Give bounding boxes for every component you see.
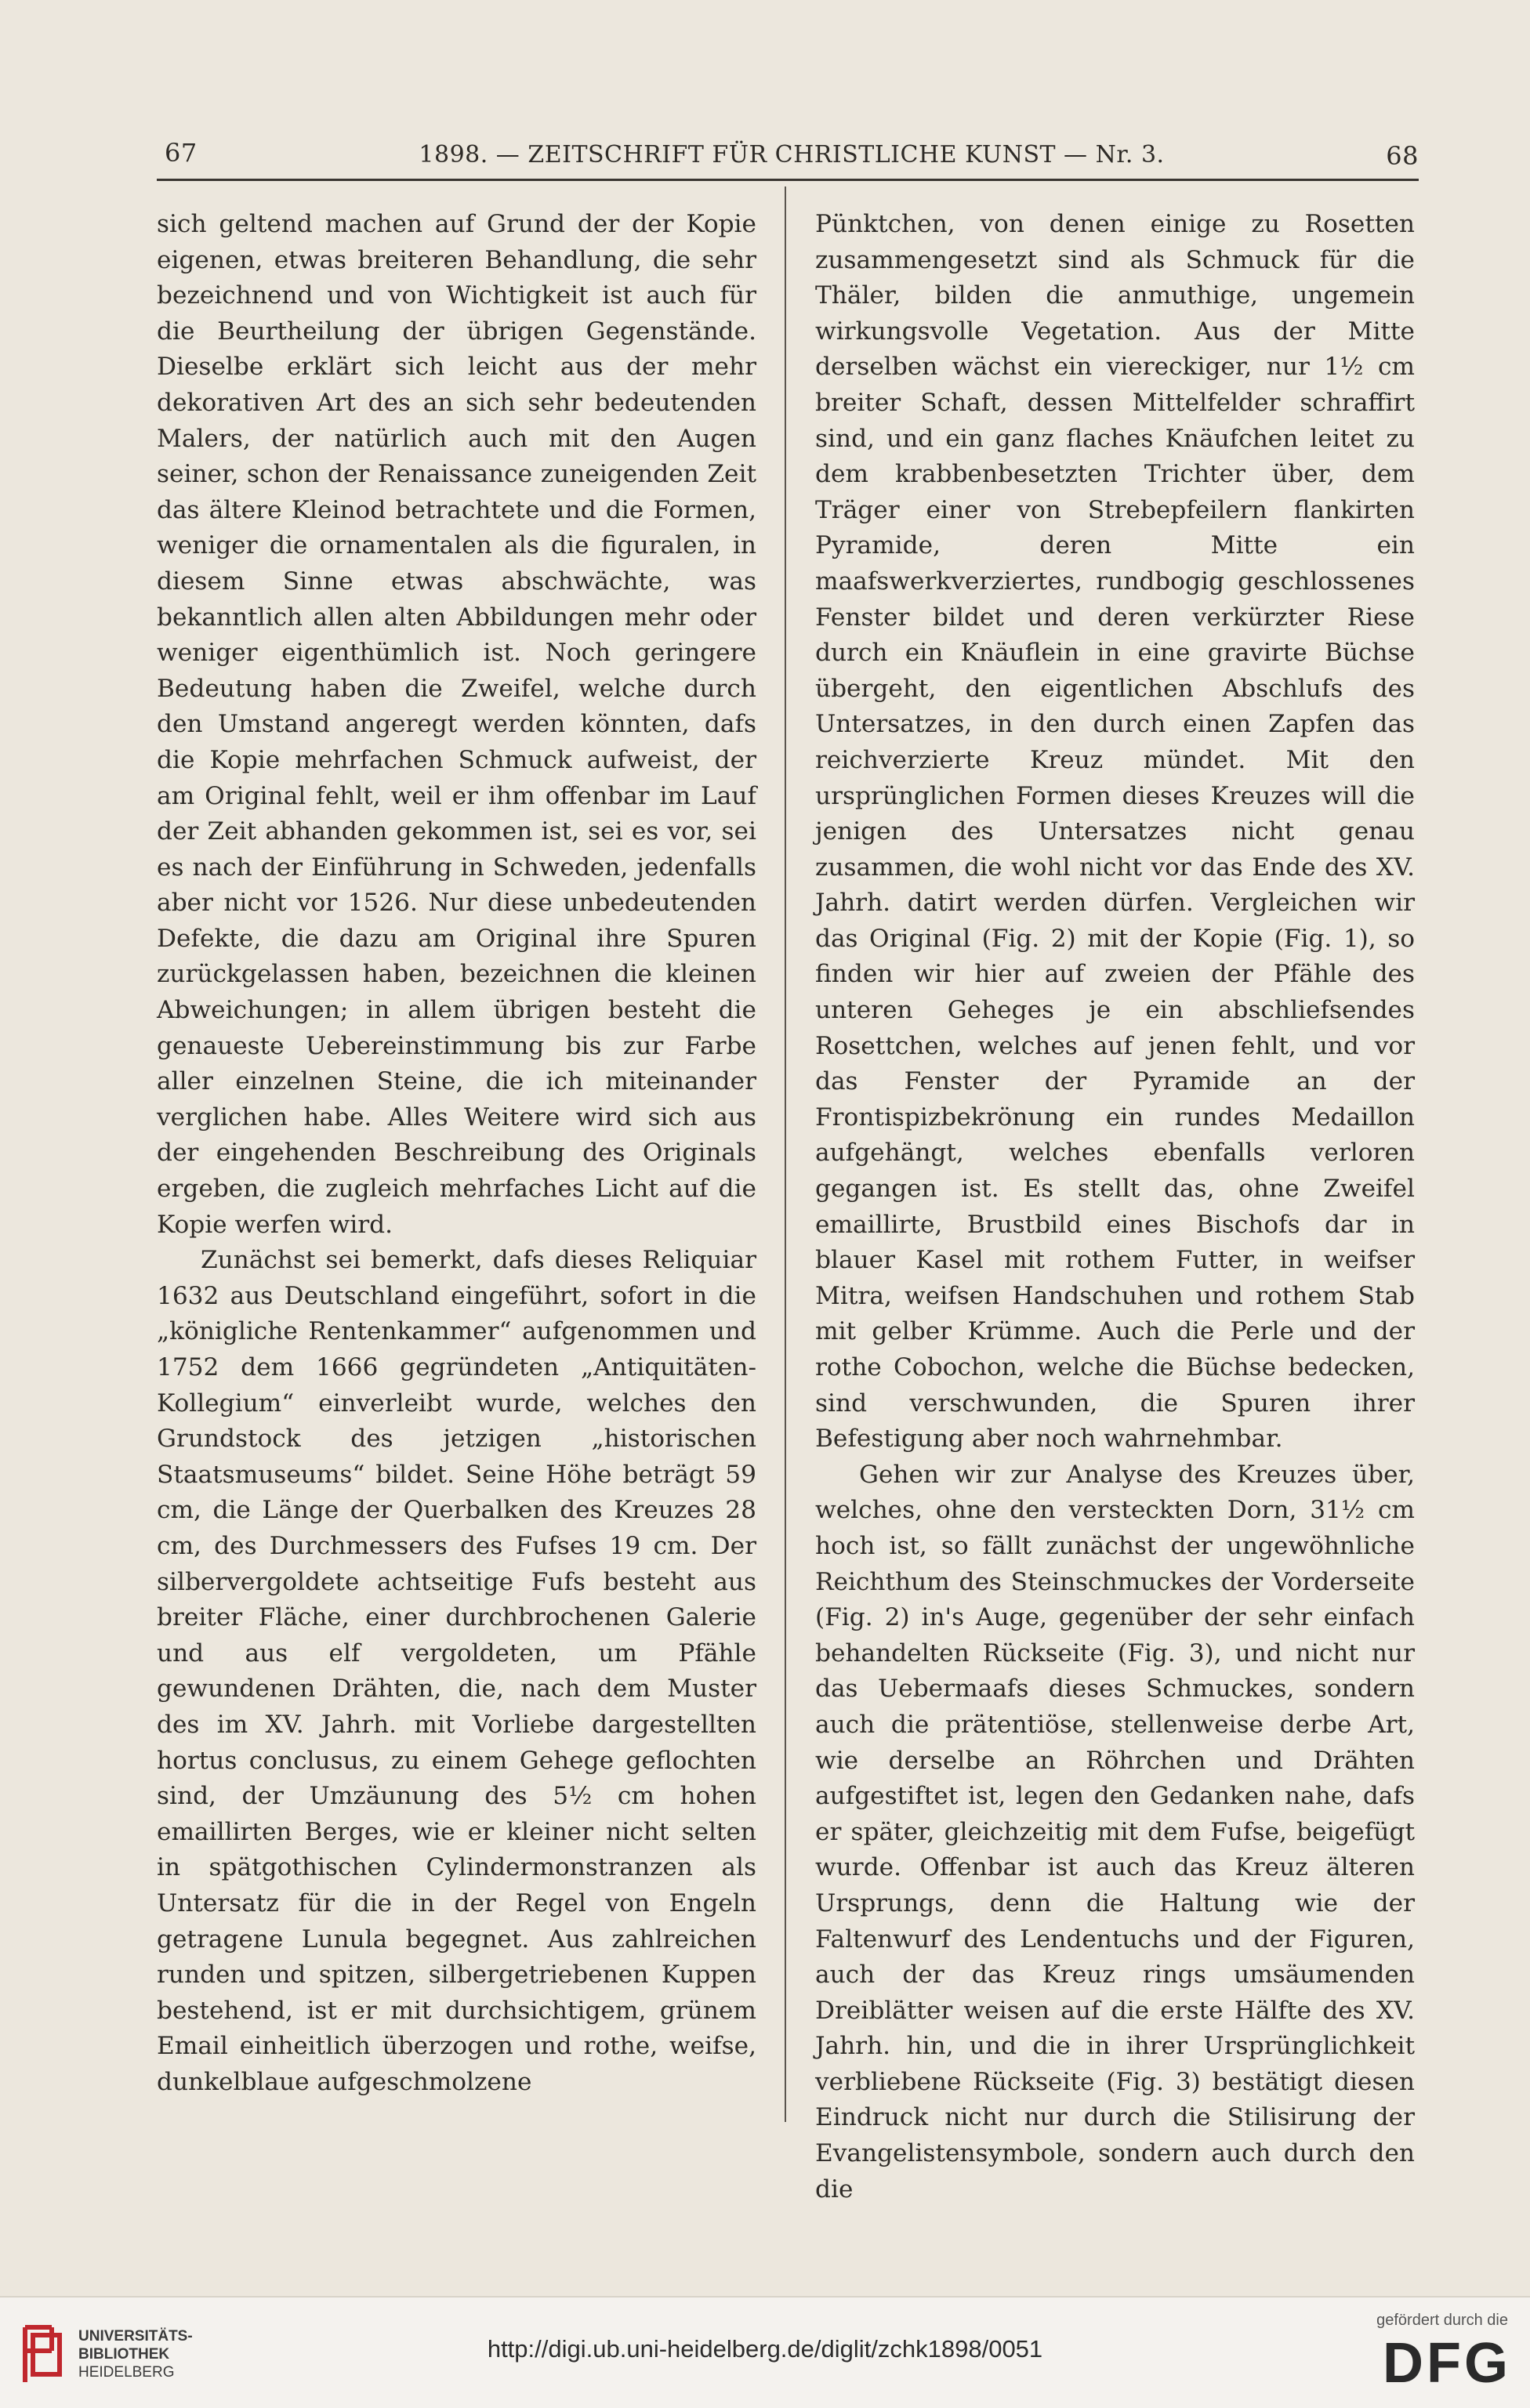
funding-note: gefördert durch die	[1376, 2312, 1508, 2329]
page-number-left: 67	[165, 138, 198, 168]
permalink-url[interactable]: http://digi.ub.uni-heidelberg.de/diglit/zchk1898/0051	[487, 2335, 1043, 2363]
header-rule	[157, 179, 1419, 181]
dfg-logo: DFG	[1383, 2332, 1511, 2395]
library-name-line: BIBLIOTHEK	[78, 2346, 170, 2363]
right-column	[815, 207, 1415, 2207]
paragraph: Pünktchen, von denen einige zu Rosetten zusammengesetzt sind als Schmuck für die Thäler, bilden die anmuthige, ungemein wirkungsvolle Vegetation. Aus der Mitte derselben wächst ein viereckiger, nur 1½ cm breiter Schaft, dessen Mittelfelder schraffirt sind, und ein ganz flaches Knäufchen leitet zu dem krabbenbesetzten Trichter über, dem Träger einer von Strebepfeilern flankirten Pyramide, deren Mitte ein maafswerkverziertes, rundbogig geschlossenes Fenster bildet und deren verkürzter Riese durch ein Knäuflein in eine gravirte Büchse übergeht, den eigentlichen Abschlufs des Untersatzes, in den durch einen Zapfen das reichverzierte Kreuz mündet. Mit den ursprünglichen Formen dieses Kreuzes will die jenigen des Untersatzes nicht genau zusammen, die wohl nicht vor das Ende des XV. Jahrh. datirt werden dürfen. Vergleichen wir das Original (Fig. 2) mit der Kopie (Fig. 1), so finden wir hier auf zweien der Pfähle des unteren Geheges je ein abschliefsendes Rosettchen, welches auf jenen fehlt, und vor das Fenster der Pyramide an der Frontispizbekrönung ein rundes Medaillon aufgehängt, welches ebenfalls verloren gegangen ist. Es stellt das, ohne Zweifel emaillirte, Brustbild eines Bischofs dar in blauer Kasel mit rothem Futter, in weifser Mitra, weifsen Handschuhen und rothem Stab mit gelber Krümme. Auch die Perle und der rothe Cobochon, welche die Büchse bedecken, sind verschwunden, die Spuren ihrer Befestigung aber noch wahrnehmbar.	[815, 210, 1415, 1454]
library-name-line: UNIVERSITÄTS-	[78, 2328, 193, 2345]
left-column	[157, 207, 756, 2100]
journal-running-title: 1898. — ZEITSCHRIFT FÜR CHRISTLICHE KUNST — Nr. 3.	[419, 141, 1165, 168]
paragraph: sich geltend machen auf Grund der der Kopie eigenen, etwas breiteren Behandlung, die sehr bezeichnend und von Wichtigkeit ist auch für die Beurtheilung der übrigen Gegenstände. Dieselbe erklärt sich leicht aus der mehr dekorativen Art des an sich sehr bedeutenden Malers, der natürlich auch mit den Augen seiner, schon der Renaissance zuneigenden Zeit das ältere Kleinod betrachtete und die Formen, weniger die ornamentalen als die figuralen, in diesem Sinne etwas abschwächte, was bekanntlich allen alten Abbildungen mehr oder weniger eigenthümlich ist. Noch geringere Bedeutung haben die Zweifel, welche durch den Umstand angeregt werden könnten, dafs die Kopie mehrfachen Schmuck aufweist, der am Original fehlt, weil er ihm offenbar im Lauf der Zeit abhanden gekommen ist, sei es vor, sei es nach der Einführung in Schweden, jedenfalls aber nicht vor 1526. Nur diese unbedeutenden Defekte, die dazu am Original ihre Spuren zurückgelassen haben, bezeichnen die kleinen Abweichungen; in allem übrigen besteht die genaueste Uebereinstimmung bis zur Farbe aller einzelnen Steine, die ich miteinander verglichen habe. Alles Weitere wird sich aus der eingehenden Beschreibung des Originals ergeben, die zugleich mehrfaches Licht auf die Kopie werfen wird.	[157, 210, 756, 1239]
page-number-right: 68	[1386, 141, 1419, 171]
paragraph: Zunächst sei bemerkt, dafs dieses Reliquiar 1632 aus Deutschland eingeführt, sofort in die „königliche Rentenkammer“ aufgenommen und 1752 dem 1666 gegründeten „Antiquitäten-Kollegium“ einverleibt wurde, welches den Grundstock des jetzigen „historischen Staatsmuseums“ bildet. Seine Höhe beträgt 59 cm, die Länge der Querbalken des Kreuzes 28 cm, des Durchmessers des Fufses 19 cm. Der silbervergoldete achtseitige Fufs besteht aus breiter Fläche, einer durchbrochenen Galerie und aus elf vergoldeten, um Pfähle gewundenen Drähten, die, nach dem Muster des im XV. Jahrh. mit Vorliebe dargestellten hortus conclusus, zu einem Gehege geflochten sind, der Umzäunung des 5½ cm hohen emaillirten Berges, wie er kleiner nicht selten in spätgothischen Cylindermonstranzen als Untersatz für die in der Regel von Engeln getragene Lunula begegnet. Aus zahlreichen runden und spitzen, silbergetriebenen Kuppen bestehend, ist er mit durchsichtigem, grünem Email einheitlich überzogen und rothe, weifse, dunkelblaue aufgeschmolzene	[157, 1246, 756, 2096]
page-header	[165, 138, 1419, 177]
paragraph: Gehen wir zur Analyse des Kreuzes über, welches, ohne den versteckten Dorn, 31½ cm hoch ist, so fällt zunächst der ungewöhnliche Reichthum des Steinschmuckes der Vorderseite (Fig. 2) in's Auge, gegenüber der sehr einfach behandelten Rückseite (Fig. 3), und nicht nur das Uebermaafs dieses Schmuckes, sondern auch die prätentiöse, stellenweise derbe Art, wie derselbe an Röhrchen und Drähten aufgestiftet ist, legen den Gedanken nahe, dafs er später, gleichzeitig mit dem Fufse, beigefügt wurde. Offenbar ist auch das Kreuz älteren Ursprungs, denn die Haltung wie der Faltenwurf des Lendentuchs und der Figuren, auch der das Kreuz rings umsäumenden Dreiblätter weisen auf die erste Hälfte des XV. Jahrh. hin, und die in ihrer Ursprünglichkeit verbliebene Rückseite (Fig. 3) bestätigt diesen Eindruck nicht nur durch die Stilisirung der Evangelistensymbole, sondern auch durch den die	[815, 1460, 1415, 2203]
column-divider	[785, 186, 786, 2122]
library-name-line: HEIDELBERG	[78, 2364, 175, 2381]
